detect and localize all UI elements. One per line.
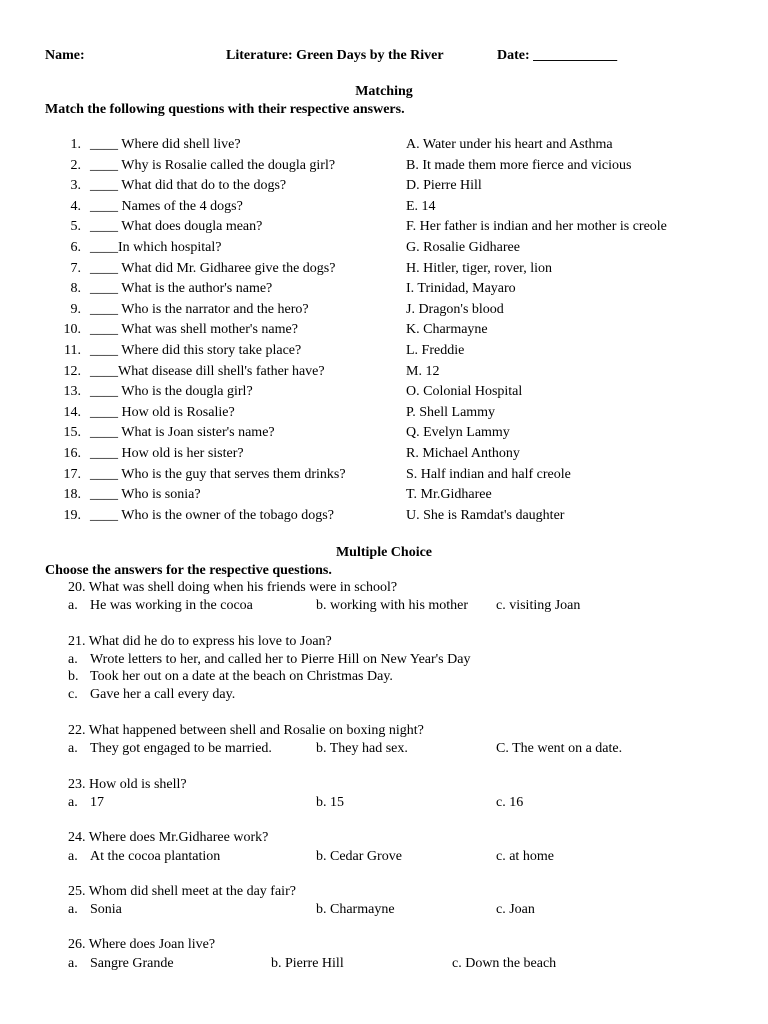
page-title: Literature: Green Days by the River <box>226 48 444 63</box>
q25-option-c: c. Joan <box>496 902 535 917</box>
matching-answer: B. It made them more fierce and vicious <box>406 158 632 173</box>
question-number: 2. <box>70 158 81 173</box>
q26-option-b: b. Pierre Hill <box>271 956 344 971</box>
question-number: 10. <box>63 322 81 337</box>
matching-heading: Matching <box>355 84 413 99</box>
question-22: 22. What happened between shell and Rosalie on boxing night? <box>68 723 424 738</box>
matching-question: ____ Who is the dougla girl? <box>90 384 253 399</box>
question-number: 9. <box>70 302 81 317</box>
matching-answer: R. Michael Anthony <box>406 446 520 461</box>
q20-option-b: b. working with his mother <box>316 598 469 613</box>
q23-option-b: b. 15 <box>316 795 344 810</box>
q26-option-a-label: a. <box>68 956 78 971</box>
matching-question: ____What disease dill shell's father have? <box>90 364 325 379</box>
q22-option-c: C. The went on a date. <box>496 741 623 756</box>
matching-question: ____In which hospital? <box>90 240 222 255</box>
matching-question: ____ What was shell mother's name? <box>90 322 298 337</box>
matching-answer: S. Half indian and half creole <box>406 467 571 482</box>
question-number: 15. <box>63 425 81 440</box>
q24-option-c: c. at home <box>496 849 554 864</box>
multiple-choice-instruction: Choose the answers for the respective questions. <box>45 563 332 578</box>
question-26: 26. Where does Joan live? <box>68 937 216 952</box>
q23-option-a-label: a. <box>68 795 78 810</box>
q25-option-a-label: a. <box>68 902 78 917</box>
matching-answer: H. Hitler, tiger, rover, lion <box>406 261 553 276</box>
matching-question: ____ Who is the guy that serves them drinks? <box>90 467 346 482</box>
question-number: 17. <box>63 467 81 482</box>
matching-question: ____ Where did shell live? <box>90 137 241 152</box>
q22-option-a-label: a. <box>68 741 78 756</box>
q26-option-a: Sangre Grande <box>90 956 174 971</box>
question-number: 7. <box>70 261 81 276</box>
q25-option-b: b. Charmayne <box>316 902 395 917</box>
matching-question: ____ How old is her sister? <box>90 446 244 461</box>
q21-option-c: Gave her a call every day. <box>90 687 236 702</box>
question-20: 20. What was shell doing when his friends were in school? <box>68 580 398 595</box>
matching-question: ____ What did that do to the dogs? <box>90 178 287 193</box>
matching-question: ____ Who is the owner of the tobago dogs? <box>90 508 334 523</box>
matching-answer: G. Rosalie Gidharee <box>406 240 520 255</box>
q22-option-a: They got engaged to be married. <box>90 741 272 756</box>
matching-answer: Q. Evelyn Lammy <box>406 425 510 440</box>
matching-answer: F. Her father is indian and her mother is creole <box>406 219 667 234</box>
q23-option-a: 17 <box>90 795 104 810</box>
q25-option-a: Sonia <box>90 902 122 917</box>
matching-question: ____ What is the author's name? <box>90 281 273 296</box>
q23-option-c: c. 16 <box>496 795 524 810</box>
question-number: 13. <box>63 384 81 399</box>
matching-question: ____ How old is Rosalie? <box>90 405 235 420</box>
matching-answer: K. Charmayne <box>406 322 488 337</box>
question-number: 12. <box>63 364 81 379</box>
matching-question: ____ What did Mr. Gidharee give the dogs? <box>90 261 336 276</box>
question-21: 21. What did he do to express his love to Joan? <box>68 634 332 649</box>
matching-question: ____ What does dougla mean? <box>90 219 263 234</box>
matching-question: ____ Names of the 4 dogs? <box>90 199 243 214</box>
q24-option-a: At the cocoa plantation <box>90 849 221 864</box>
q24-option-b: b. Cedar Grove <box>316 849 402 864</box>
question-number: 16. <box>63 446 81 461</box>
question-24: 24. Where does Mr.Gidharee work? <box>68 830 269 845</box>
matching-question: ____ Who is sonia? <box>90 487 201 502</box>
matching-answer: J. Dragon's blood <box>406 302 504 317</box>
q24-option-a-label: a. <box>68 849 78 864</box>
question-number: 14. <box>63 405 81 420</box>
question-number: 6. <box>70 240 81 255</box>
q21-option-c-label: c. <box>68 687 78 702</box>
q21-option-b-label: b. <box>68 669 79 684</box>
matching-instruction: Match the following questions with their respective answers. <box>45 102 405 117</box>
matching-answer: O. Colonial Hospital <box>406 384 523 399</box>
matching-question: ____ Why is Rosalie called the dougla girl? <box>90 158 336 173</box>
question-23: 23. How old is shell? <box>68 777 187 792</box>
q26-option-c: c. Down the beach <box>452 956 557 971</box>
matching-question: ____ Where did this story take place? <box>90 343 302 358</box>
q20-option-a: He was working in the cocoa <box>90 598 253 613</box>
matching-answer: P. Shell Lammy <box>406 405 496 420</box>
q22-option-b: b. They had sex. <box>316 741 408 756</box>
matching-question: ____ What is Joan sister's name? <box>90 425 275 440</box>
question-number: 19. <box>63 508 81 523</box>
matching-answer: E. 14 <box>406 199 436 214</box>
name-label: Name: <box>45 48 85 63</box>
question-number: 8. <box>70 281 81 296</box>
question-number: 11. <box>64 343 81 358</box>
matching-answer: T. Mr.Gidharee <box>406 487 492 502</box>
q21-option-a-label: a. <box>68 652 78 667</box>
question-25: 25. Whom did shell meet at the day fair? <box>68 884 296 899</box>
q21-option-a: Wrote letters to her, and called her to Pierre Hill on New Year's Day <box>90 652 471 667</box>
matching-answer: A. Water under his heart and Asthma <box>406 137 613 152</box>
multiple-choice-heading: Multiple Choice <box>335 545 433 560</box>
date-label: Date: ____________ <box>497 48 618 63</box>
question-number: 3. <box>70 178 81 193</box>
matching-answer: I. Trinidad, Mayaro <box>406 281 516 296</box>
matching-answer: L. Freddie <box>406 343 465 358</box>
question-number: 1. <box>70 137 81 152</box>
q20-option-c: c. visiting Joan <box>496 598 581 613</box>
matching-answer: U. She is Ramdat's daughter <box>406 508 565 523</box>
question-number: 4. <box>70 199 81 214</box>
question-number: 5. <box>70 219 81 234</box>
matching-answer: M. 12 <box>406 364 440 379</box>
matching-answer: D. Pierre Hill <box>406 178 482 193</box>
question-number: 18. <box>63 487 81 502</box>
q20-option-a-label: a. <box>68 598 78 613</box>
matching-question: ____ Who is the narrator and the hero? <box>90 302 309 317</box>
q21-option-b: Took her out on a date at the beach on Christmas Day. <box>90 669 393 684</box>
